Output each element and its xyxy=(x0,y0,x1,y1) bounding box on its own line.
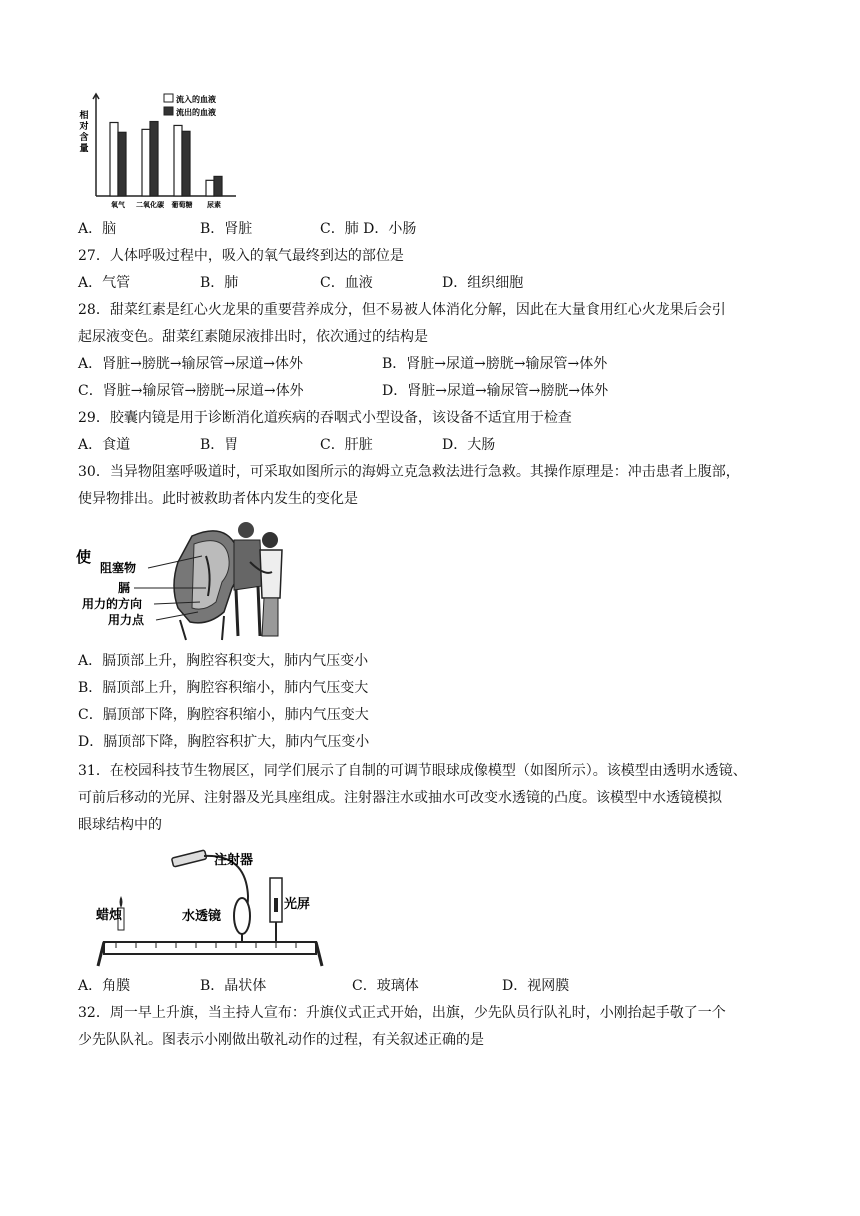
q31-fig-label-water-lens: 水透镜 xyxy=(182,909,222,924)
q30-stem-line1: 30．当异物阻塞呼吸道时，可采取如图所示的海姆立克急救法进行急救。其操作原理是：冲击患者上腹部， xyxy=(78,464,740,480)
q30-stem-line2: 使异物排出。此时被救助者体内发生的变化是 xyxy=(78,491,358,507)
q30-option-a[interactable]: A．膈顶部上升，胸腔容积变大，肺内气压变小 xyxy=(78,653,369,669)
q31-fig-label-screen: 光屏 xyxy=(284,897,311,912)
bar-inflow-2 xyxy=(174,125,182,196)
q28-option-d[interactable]: D．肾脏→尿道→输尿管→膀胱→体外 xyxy=(382,383,609,399)
q29-stem: 29．胶囊内镜是用于诊断消化道疾病的吞咽式小型设备，该设备不适宜用于检查 xyxy=(78,410,572,426)
q29-option-d[interactable]: D．大肠 xyxy=(442,437,496,453)
legend-swatch xyxy=(164,107,173,115)
q31-option-b[interactable]: B．晶状体 xyxy=(200,978,267,994)
q30-fig-label-obstruction: 阻塞物 xyxy=(100,561,137,575)
x-tick-label: 氧气 xyxy=(111,201,125,209)
bar-outflow-0 xyxy=(118,132,126,196)
q31-fig-label-candle: 蜡烛 xyxy=(96,908,123,923)
q27-stem: 27．人体呼吸过程中，吸入的氧气最终到达的部位是 xyxy=(78,248,404,264)
x-tick-label: 葡萄糖 xyxy=(171,201,193,209)
x-tick-label: 二氧化碳 xyxy=(136,201,164,209)
q31-option-c[interactable]: C．玻璃体 xyxy=(352,978,419,994)
q26-option-cd[interactable]: C．肺 D．小肠 xyxy=(320,221,417,237)
heimlich-figure xyxy=(74,516,304,642)
q29-option-a[interactable]: A．食道 xyxy=(78,437,131,453)
bar-inflow-3 xyxy=(206,180,214,196)
q31-stem-line1: 31．在校园科技节生物展区，同学们展示了自制的可调节眼球成像模型（如图所示）。该模型由透明水透镜、 xyxy=(78,763,747,779)
bar-outflow-2 xyxy=(182,131,190,196)
q30-option-d[interactable]: D．膈顶部下降，胸腔容积扩大，肺内气压变小 xyxy=(78,734,370,750)
q30-fig-label-diaphragm: 膈 xyxy=(118,581,131,595)
q30-fig-label-force-point: 用力点 xyxy=(108,613,145,627)
q28-option-a[interactable]: A．肾脏→膀胱→输尿管→尿道→体外 xyxy=(78,356,304,372)
q31-option-a[interactable]: A．角膜 xyxy=(78,978,131,994)
blood-bar-chart xyxy=(76,88,246,212)
bar-inflow-0 xyxy=(110,123,118,197)
q28-stem-line1: 28．甜菜红素是红心火龙果的重要营养成分，但不易被人体消化分解，因此在大量食用红心火龙果后会引 xyxy=(78,302,726,318)
y-axis-label: 相对含量 xyxy=(79,111,89,154)
q28-option-c[interactable]: C．肾脏→输尿管→膀胱→尿道→体外 xyxy=(78,383,304,399)
q29-option-b[interactable]: B．胃 xyxy=(200,437,239,453)
q30-option-c[interactable]: C．膈顶部下降，胸腔容积缩小，肺内气压变大 xyxy=(78,707,369,723)
q32-stem-line1: 32．周一早上升旗，当主持人宣布：升旗仪式正式开始，出旗，少先队员行队礼时，小刚抬起手敬了一个 xyxy=(78,1005,726,1021)
legend-label: 流出的血液 xyxy=(176,108,216,117)
q27-option-b[interactable]: B．肺 xyxy=(200,275,239,291)
q28-stem-line2: 起尿液变色。甜菜红素随尿液排出时，依次通过的结构是 xyxy=(78,329,428,345)
q26-option-a[interactable]: A．脑 xyxy=(78,221,117,237)
eye-model-figure xyxy=(96,846,326,970)
q31-option-d[interactable]: D．视网膜 xyxy=(502,978,570,994)
q31-stem-line3: 眼球结构中的 xyxy=(78,817,162,833)
eye-model-figure-svg xyxy=(96,846,326,970)
bar-outflow-1 xyxy=(150,122,158,196)
q27-option-d[interactable]: D．组织细胞 xyxy=(442,275,524,291)
q27-option-c[interactable]: C．血液 xyxy=(320,275,373,291)
x-tick-label: 尿素 xyxy=(207,201,221,209)
q30-fig-label-force-direction: 用力的方向 xyxy=(82,597,143,611)
q32-stem-line2: 少先队队礼。图表示小刚做出敬礼动作的过程，有关叙述正确的是 xyxy=(78,1032,484,1048)
q26-option-b[interactable]: B．肾脏 xyxy=(200,221,253,237)
heimlich-figure-svg xyxy=(74,516,304,642)
q29-option-c[interactable]: C．肝脏 xyxy=(320,437,373,453)
q31-stem-line2: 可前后移动的光屏、注射器及光具座组成。注射器注水或抽水可改变水透镜的凸度。该模型中水透镜模拟 xyxy=(78,790,722,806)
q30-option-b[interactable]: B．膈顶部上升，胸腔容积缩小，肺内气压变大 xyxy=(78,680,369,696)
blood-bar-chart-svg xyxy=(76,88,246,212)
legend-swatch xyxy=(164,94,173,102)
bar-outflow-3 xyxy=(214,176,222,196)
q31-fig-label-syringe: 注射器 xyxy=(214,853,254,868)
q30-fig-label-shi: 使 xyxy=(76,548,92,566)
q27-option-a[interactable]: A．气管 xyxy=(78,275,131,291)
q28-option-b[interactable]: B．肾脏→尿道→膀胱→输尿管→体外 xyxy=(382,356,608,372)
bar-inflow-1 xyxy=(142,129,150,196)
legend-label: 流入的血液 xyxy=(176,95,216,104)
